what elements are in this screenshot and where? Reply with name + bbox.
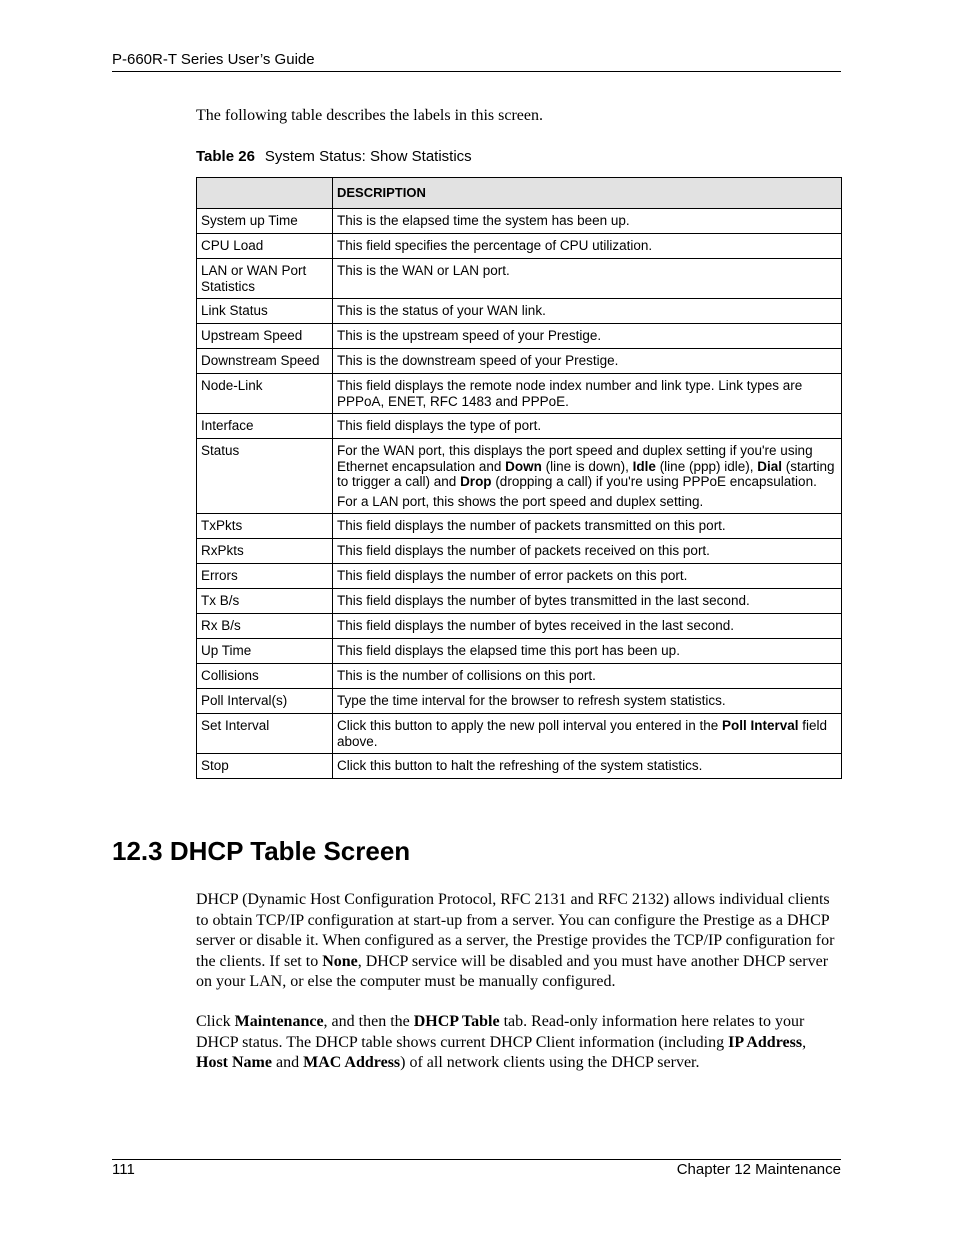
row-description: This is the WAN or LAN port. (333, 259, 842, 299)
emphasis-text: None (322, 952, 358, 970)
intro-text: The following table describes the labels in this screen. (196, 107, 544, 124)
table-row (197, 639, 842, 664)
row-description: This field displays the number of error packets on this port. (333, 564, 842, 589)
emphasis-text: Drop (460, 474, 492, 489)
table-row (197, 564, 842, 589)
header-description-cell: DESCRIPTION (333, 178, 842, 209)
row-description: This field displays the number of packets received on this port. (333, 539, 842, 564)
row-description (333, 714, 842, 754)
table-caption-text: System Status: Show Statistics (264, 148, 472, 165)
row-label: Link Status (197, 299, 333, 324)
row-description: This is the upstream speed of your Prestige. (333, 324, 842, 349)
table-row (197, 439, 842, 514)
table-row (197, 754, 842, 779)
row-label: LAN or WAN Port Statistics (197, 259, 333, 299)
row-description: This is the elapsed time the system has been up. (333, 209, 842, 234)
table-row (197, 209, 842, 234)
row-description: Click this button to halt the refreshing of the system statistics. (333, 754, 842, 779)
footer-rule (112, 1159, 841, 1160)
row-label: Poll Interval(s) (197, 689, 333, 714)
row-label: Upstream Speed (197, 324, 333, 349)
table-row (197, 259, 842, 299)
row-description: This is the number of collisions on this port. (333, 664, 842, 689)
row-label: Stop (197, 754, 333, 779)
table-row (197, 299, 842, 324)
row-label: Tx B/s (197, 589, 333, 614)
emphasis-text: MAC Address (303, 1054, 401, 1071)
section-paragraph-2: Click Maintenance, and then the DHCP Table tab. Read-only information here relates to your DHCP status. The DHCP table shows current DHCP Client information (including IP Address, Host Name and MAC Address) of all network clients using the DHCP server. (196, 1013, 807, 1071)
emphasis-text: Host Name (196, 1054, 272, 1071)
row-description: This field displays the elapsed time this port has been up. (333, 639, 842, 664)
table-row (197, 349, 842, 374)
row-description: This field displays the number of bytes received in the last second. (333, 614, 842, 639)
emphasis-text: Idle (632, 458, 656, 474)
row-description: This field displays the number of bytes transmitted in the last second. (333, 589, 842, 614)
emphasis-text: Poll Interval (721, 718, 799, 733)
row-label: Up Time (197, 639, 333, 664)
row-description: Type the time interval for the browser to refresh system statistics. (333, 689, 842, 714)
table-row (197, 374, 842, 414)
row-label: Node-Link (197, 374, 333, 414)
table-caption-label: Table 26 (196, 148, 255, 165)
header-rule (112, 71, 841, 72)
emphasis-text: DHCP Table (413, 1013, 500, 1030)
table-row (197, 234, 842, 259)
chapter-title: Chapter 12 Maintenance (676, 1161, 841, 1178)
row-label: System up Time (197, 209, 333, 234)
header-label-cell (197, 178, 333, 209)
table-header-row (197, 178, 842, 209)
row-label: RxPkts (197, 539, 333, 564)
table-row (197, 614, 842, 639)
table-row (197, 414, 842, 439)
row-label: TxPkts (197, 514, 333, 539)
row-description (333, 439, 842, 514)
row-label: Status (197, 439, 333, 514)
emphasis-text: Maintenance (234, 1013, 324, 1030)
row-label: Rx B/s (197, 614, 333, 639)
statistics-table (196, 177, 842, 779)
row-label: Set Interval (197, 714, 333, 754)
emphasis-text: Down (505, 458, 542, 474)
row-label: Interface (197, 414, 333, 439)
table-row (197, 664, 842, 689)
row-label: CPU Load (197, 234, 333, 259)
table-row (197, 514, 842, 539)
table-caption (196, 148, 472, 165)
section-paragraph-1: DHCP (Dynamic Host Configuration Protocol, RFC 2131 and RFC 2132) allows individual clients to obtain TCP/IP configuration at start-up from a server. You can configure the Prestige as a DHCP server or disable it. When configured as a server, the Prestige provides the TCP/IP configuration for the clients. If set to None, DHCP service will be disabled and you must have another DHCP server on your LAN, or else the computer must be manually configured. (196, 891, 835, 990)
emphasis-text: Dial (757, 458, 782, 474)
row-description: This is the downstream speed of your Prestige. (333, 349, 842, 374)
row-description-text: For the WAN port, this displays the port speed and duplex setting if you're using Ethernet encapsulation and Down (line is down), Idle (line (ppp) idle), Dial (starting to trigger a call) and Drop (dropping a call) if you're using PPPoE encapsulation. (337, 443, 835, 489)
row-description: This field displays the number of packets transmitted on this port. (333, 514, 842, 539)
row-label: Errors (197, 564, 333, 589)
running-header: P-660R-T Series User’s Guide (112, 51, 315, 68)
table-body (197, 209, 842, 779)
table-row (197, 589, 842, 614)
section-heading: 12.3 DHCP Table Screen (112, 836, 411, 866)
row-description: This field displays the type of port. (333, 414, 842, 439)
row-description-text: For a LAN port, this shows the port speed and duplex setting. (337, 493, 704, 509)
table-row (197, 539, 842, 564)
table-row (197, 714, 842, 754)
row-label: Collisions (197, 664, 333, 689)
table-row (197, 324, 842, 349)
page-number: 111 (112, 1161, 135, 1178)
table-row (197, 689, 842, 714)
row-description: This is the status of your WAN link. (333, 299, 842, 324)
row-description-text: Click this button to apply the new poll interval you entered in the Poll Interval field above. (337, 718, 828, 749)
row-label: Downstream Speed (197, 349, 333, 374)
emphasis-text: IP Address (728, 1033, 803, 1051)
row-description: This field displays the remote node index number and link type. Link types are PPPoA, ENET, RFC 1483 and PPPoE. (333, 374, 842, 414)
row-description: This field specifies the percentage of CPU utilization. (333, 234, 842, 259)
